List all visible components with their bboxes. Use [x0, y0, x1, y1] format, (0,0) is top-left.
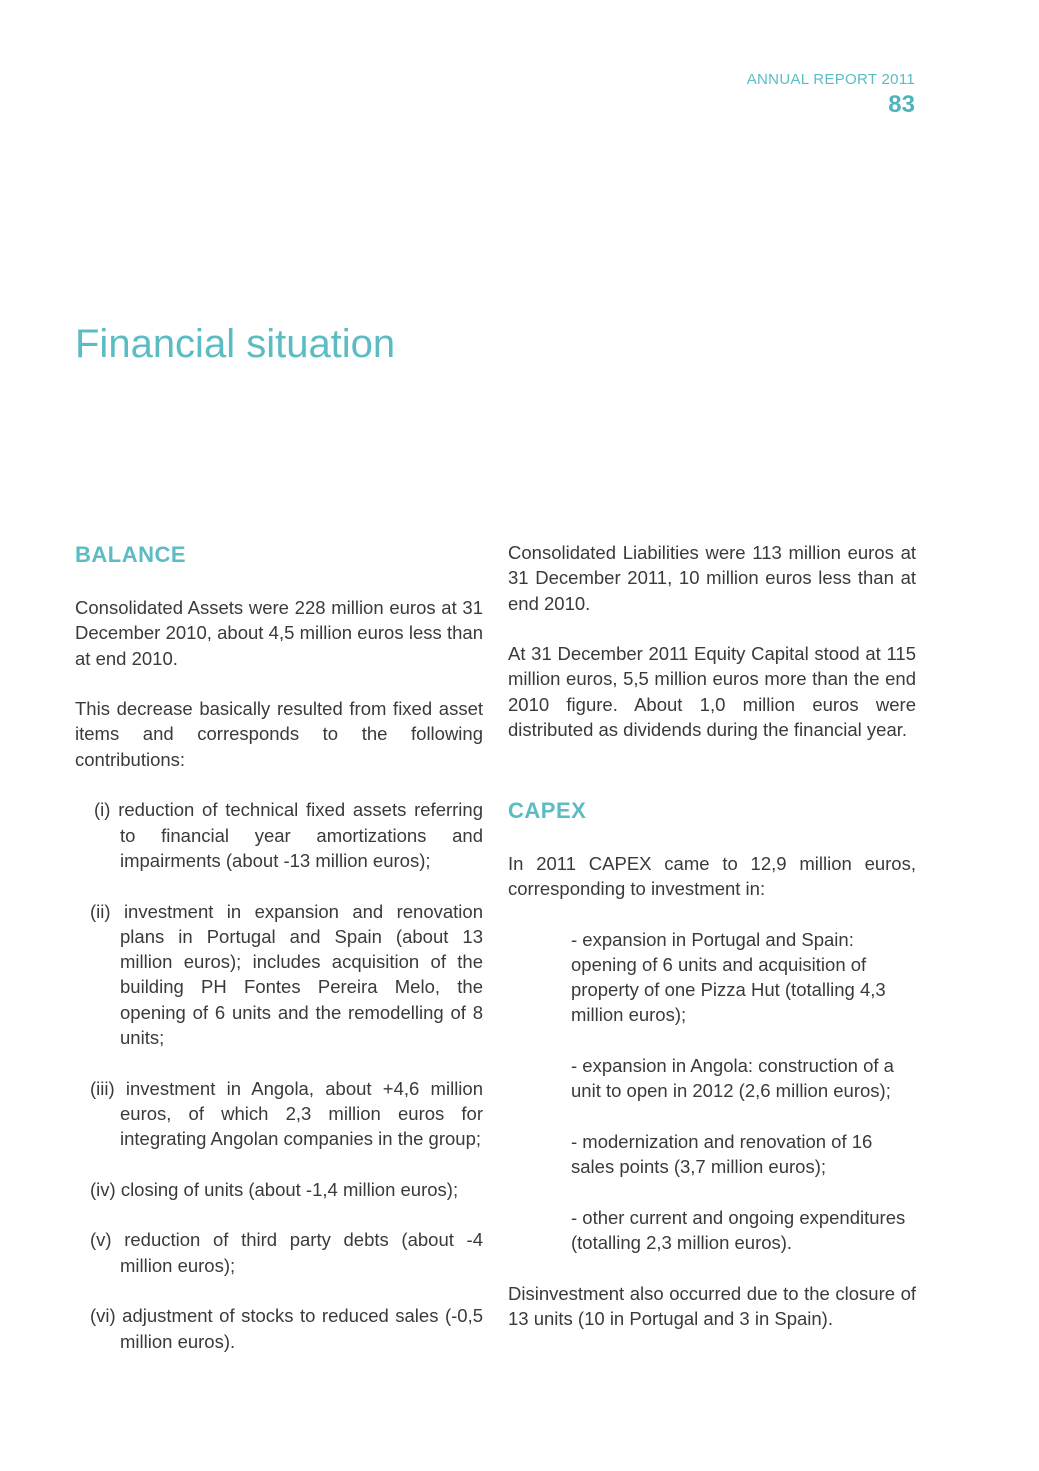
- capex-heading: CAPEX: [508, 797, 587, 823]
- balance-heading: BALANCE: [75, 542, 187, 567]
- balance-paragraph: Consolidated Assets were 228 million euros at 31 December 2010, about 4,5 million euros less than at end 2010.: [75, 597, 483, 669]
- capex-bullet: - expansion in Angola: construction of a unit to open in 2012 (2,6 million euros);: [571, 1055, 894, 1102]
- page-header: [747, 70, 915, 120]
- page-title: Financial situation: [75, 322, 396, 366]
- section-spacer: [508, 768, 916, 796]
- capex-bullet-list: [508, 927, 916, 1256]
- disinvestment-paragraph: Disinvestment also occurred due to the closure of 13 units (10 in Portugal and 3 in Spain).: [508, 1282, 916, 1330]
- equity-paragraph: At 31 December 2011 Equity Capital stood at 115 million euros, 5,5 million euros more than the end 2010 figure. About 1,0 million euros were distributed as dividends during the financial year.: [508, 643, 916, 741]
- liabilities-paragraph: Consolidated Liabilities were 113 million euros at 31 December 2011, 10 million euros less than at end 2010.: [508, 542, 916, 614]
- list-item: (vi) adjustment of stocks to reduced sales (-0,5 million euros).: [90, 1305, 483, 1352]
- capex-intro: In 2011 CAPEX came to 12,9 million euros, corresponding to investment in:: [508, 852, 916, 899]
- left-column: [75, 540, 483, 1379]
- list-item: (v) reduction of third party debts (about -4 million euros);: [90, 1229, 483, 1276]
- list-item: (iv) closing of units (about -1,4 million euros);: [90, 1178, 459, 1200]
- balance-paragraph: This decrease basically resulted from fixed asset items and corresponds to the following contributions:: [75, 698, 483, 770]
- capex-bullet: - other current and ongoing expenditures (totalling 2,3 million euros).: [571, 1206, 906, 1254]
- list-item: (ii) investment in expansion and renovation plans in Portugal and Spain (about 13 million euros); includes acquisition of the building PH Fontes Pereira Melo, the opening of 6 units and the remodelling of 8 units;: [90, 900, 483, 1049]
- capex-bullet: - expansion in Portugal and Spain: opening of 6 units and acquisition of property of one Pizza Hut (totalling 4,3 million euros);: [571, 928, 886, 1026]
- capex-bullet: - modernization and renovation of 16 sales points (3,7 million euros);: [571, 1130, 873, 1178]
- page-number: 83: [888, 91, 915, 118]
- report-title: ANNUAL REPORT 2011: [746, 71, 915, 88]
- right-column: [508, 540, 916, 1357]
- list-item: (iii) investment in Angola, about +4,6 million euros, of which 2,3 million euros for integrating Angolan companies in the group;: [90, 1077, 483, 1150]
- list-item: (i) reduction of technical fixed assets referring to financial year amortizations and impairments (about -13 million euros);: [94, 799, 483, 871]
